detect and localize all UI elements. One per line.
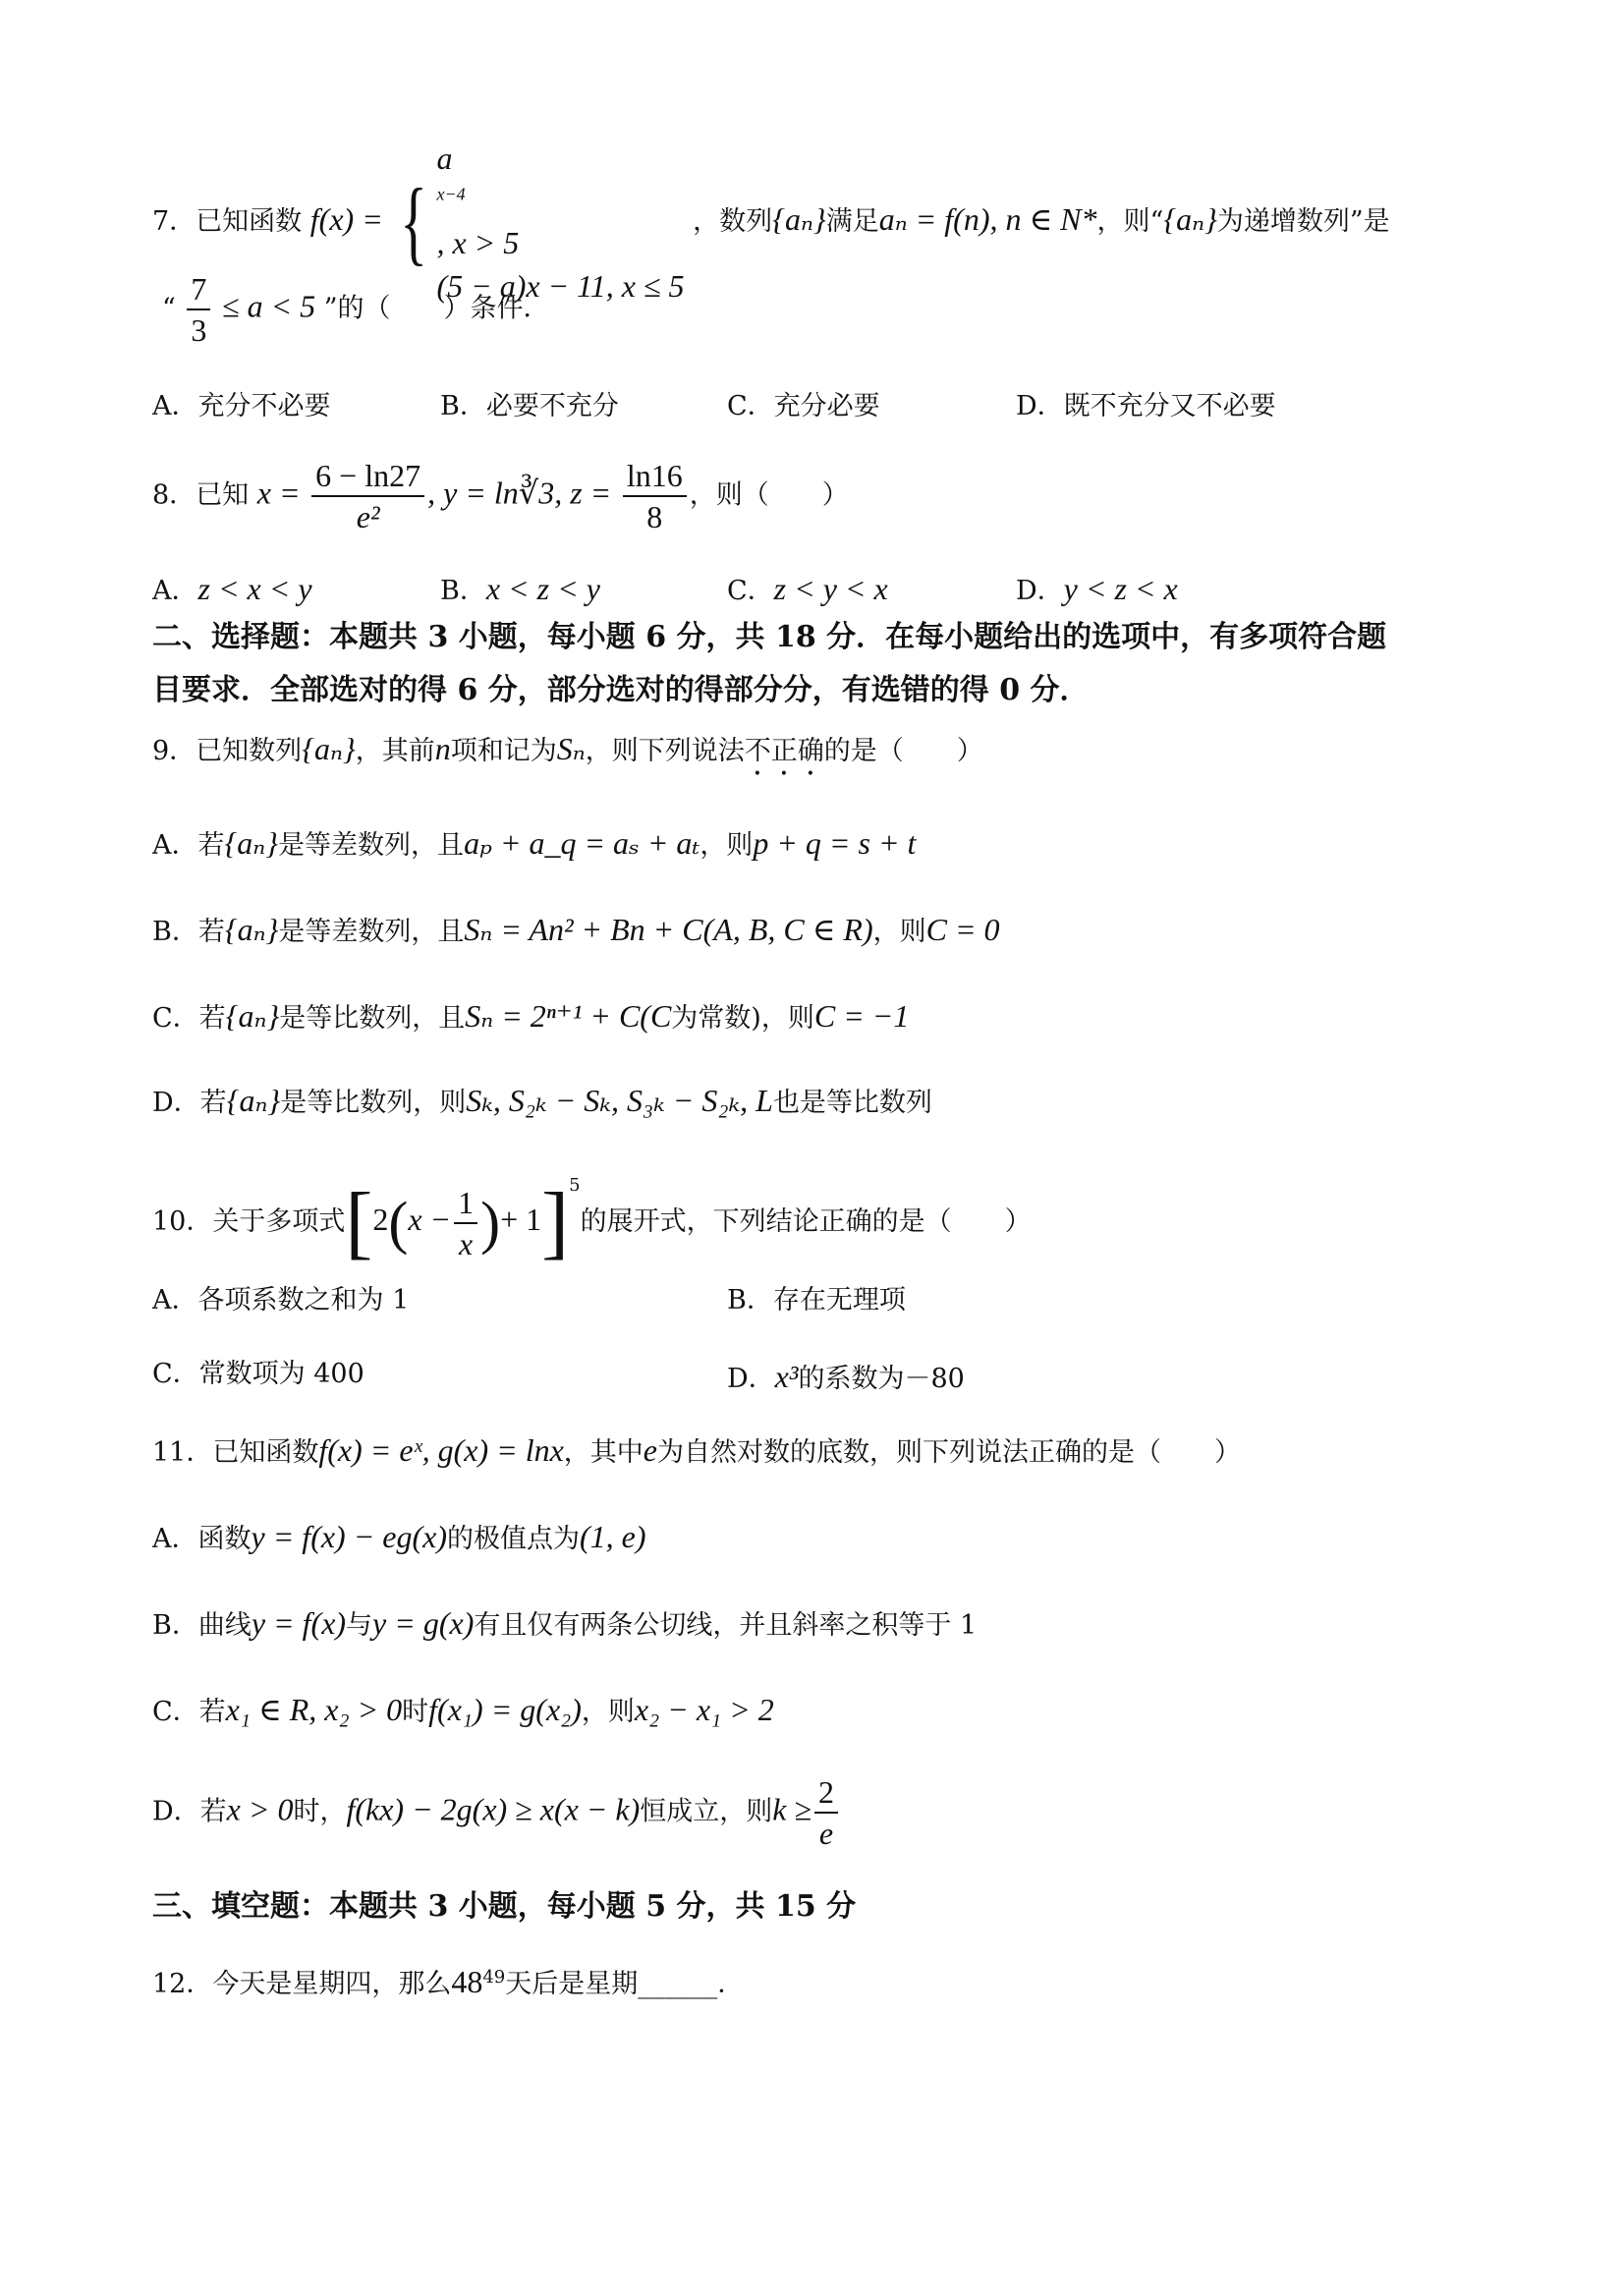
question-7-text-d: ，则“: [1096, 205, 1164, 237]
question-8-x-fraction: $\frac{6 - \ln 27}{\text{e²}}$: [311, 460, 424, 532]
question-9-seq: {aₙ}: [302, 731, 356, 766]
question-9-text-c: 项和记为: [450, 736, 557, 766]
question-10-coefficient: 2: [372, 1202, 389, 1237]
question-7-fraction: $\frac{7}{3}$: [187, 273, 210, 346]
question-12-exponent: 49: [482, 1967, 506, 1988]
question-9-emphasis: 不正确: [744, 736, 824, 766]
question-9-text-d: ，则下列说法: [585, 736, 745, 766]
question-7-line-2-end: ”的（ ）条件．: [323, 293, 550, 324]
piecewise-case-1-condition: , x > 5: [436, 225, 520, 261]
question-10-exponent: 5: [569, 1175, 581, 1196]
question-12-end: ．: [717, 1969, 745, 1999]
section-2-heading-line-2: 目要求．全部选对的得 6 分，部分选对的得部分分，有选错的得 0 分．: [152, 673, 1090, 707]
question-12-base: 48: [451, 1964, 483, 1999]
question-8-option-d: D．y < z < x: [1016, 571, 1178, 606]
question-7-quote-open: “: [162, 293, 176, 324]
piecewise-case-1-exponent: x−4: [436, 184, 466, 204]
question-10-option-c: C．常数项为 400: [152, 1359, 364, 1389]
question-11-option-d: D．若x > 0时，f(kx) − 2g(x) ≥ x(x − k)恒成立，则k ≥ $\frac{2}{e}$: [152, 1776, 841, 1849]
question-7-option-b: B．必要不充分: [440, 391, 619, 421]
question-7-text-c: 满足: [825, 205, 879, 237]
question-8-number: 8．: [152, 479, 196, 511]
question-11-text-a: 已知函数: [212, 1437, 319, 1468]
question-8-option-c: C．z < y < x: [727, 571, 888, 606]
question-9-line: [152, 733, 983, 782]
question-7-text-a: 已知函数: [196, 205, 303, 237]
question-10-fraction: $\frac{1}{x}$: [454, 1187, 477, 1260]
question-8-z-fraction: $\frac{\ln 16}{8}$: [623, 460, 687, 532]
question-11-option-a: A．函数y = f(x) − eg(x)的极值点为(1, e): [152, 1519, 646, 1554]
question-7-seq: {aₙ}: [772, 200, 826, 237]
question-7-piecewise: { a $^{x-4}$ , x > 5 (5 − a)x − 11, x ≤ 5: [391, 138, 684, 308]
question-10-option-b: B．存在无理项: [727, 1285, 906, 1316]
question-12-number: 12．: [152, 1969, 213, 1999]
question-11-line: [152, 1434, 1241, 1466]
question-8-text-b: ，则（ ）: [689, 479, 849, 511]
question-12-text-b: 天后是星期: [505, 1969, 639, 1999]
question-10-plus-one: + 1: [500, 1202, 542, 1237]
question-7-line-2: [162, 273, 550, 346]
piecewise-case-2: (5 − a)x − 11, x ≤ 5: [436, 267, 685, 304]
question-11-functions: f(x) = eˣ, g(x) = lnx: [318, 1432, 564, 1468]
question-9-option-c: C．若{aₙ}是等比数列，且Sₙ = 2ⁿ⁺¹ + C(C为常数)，则C = −1: [152, 998, 910, 1034]
question-7-relation: aₙ = f(n), n ∈ N*: [878, 200, 1097, 237]
question-7-number: 7．: [152, 205, 196, 237]
question-11-option-b: B．曲线y = f(x)与y = g(x)有且仅有两条公切线，并且斜率之积等于 1: [152, 1605, 978, 1641]
question-7-text-e: 为递增数列”是: [1216, 205, 1390, 237]
question-12-line: [152, 1966, 744, 1997]
question-9-number: 9．: [152, 736, 196, 766]
question-9-text-b: ，其前: [355, 736, 435, 766]
question-7-option-d: D．既不充分又不必要: [1016, 391, 1276, 421]
question-8-x-lhs: x =: [256, 475, 301, 511]
question-12-text-a: 今天是星期四，那么: [212, 1969, 452, 1999]
question-8-y-part: , y = ln∛3, z =: [427, 475, 612, 511]
question-7-f-lhs: f(x) =: [309, 200, 383, 237]
question-9-sn: Sₙ: [556, 731, 586, 766]
question-8-option-b: B．x < z < y: [440, 571, 600, 606]
question-8-line: [152, 460, 849, 532]
question-10-number: 10．: [152, 1206, 213, 1237]
question-9-text-a: 已知数列: [196, 736, 303, 766]
question-9-text-e: 的是（ ）: [823, 736, 983, 766]
question-7-seq-2: {aₙ}: [1163, 200, 1217, 237]
question-11-option-d-fraction: $\frac{2}{e}$: [814, 1776, 838, 1849]
question-10-text-a: 关于多项式: [212, 1206, 346, 1237]
question-11-option-c: C．若x₁ ∈ R, x₂ > 0时f(x₁) = g(x₂)，则x₂ − x₁ > 2: [152, 1692, 774, 1727]
question-10-option-a: A．各项系数之和为 1: [152, 1285, 410, 1316]
question-11-number: 11．: [152, 1437, 213, 1468]
question-7-text-b: ，数列: [693, 205, 773, 237]
question-8-text-a: 已知: [196, 479, 250, 511]
question-10-line: 10．关于多项式[2(x − $\frac{1}{x}$ )+ 1]$^5$的展开式，下列结论正确的是（ ）: [152, 1175, 1032, 1268]
section-2-heading-line-1: 二、选择题：本题共 3 小题，每小题 6 分，共 18 分．在每小题给出的选项中，有多项符合题: [152, 620, 1387, 654]
question-8-option-a: A．z < x < y: [152, 571, 312, 606]
section-3-heading: 三、填空题：本题共 3 小题，每小题 5 分，共 15 分: [152, 1889, 857, 1924]
question-10-expr-x: x −: [408, 1202, 452, 1237]
question-10-text-b: 的展开式，下列结论正确的是（ ）: [580, 1206, 1032, 1237]
question-7-option-c: C．充分必要: [727, 391, 880, 421]
question-11-text-c: 为自然对数的底数，则下列说法正确的是（ ）: [657, 1437, 1241, 1468]
question-9-option-b: B．若{aₙ}是等差数列，且Sₙ = An² + Bn + C(A, B, C ∈ R)，则C = 0: [152, 912, 1000, 947]
piecewise-case-1: a: [436, 140, 453, 176]
question-7-option-a: A．充分不必要: [152, 391, 331, 421]
question-9-n: n: [434, 731, 451, 766]
question-10-option-d: D．x³的系数为－80: [727, 1359, 965, 1394]
question-9-option-d: D．若{aₙ}是等比数列，则Sₖ, S₂ₖ − Sₖ, S₃ₖ − S₂ₖ, L也是等比数列: [152, 1083, 932, 1118]
question-11-text-b: ，其中: [563, 1437, 644, 1468]
question-11-e: e: [643, 1432, 657, 1468]
answer-blank[interactable]: ______: [638, 1969, 718, 1999]
question-9-option-a: A．若{aₙ}是等差数列，且aₚ + a_q = aₛ + aₜ，则p + q = s + t: [152, 825, 917, 861]
question-7-condition: ≤ a < 5: [222, 288, 316, 324]
